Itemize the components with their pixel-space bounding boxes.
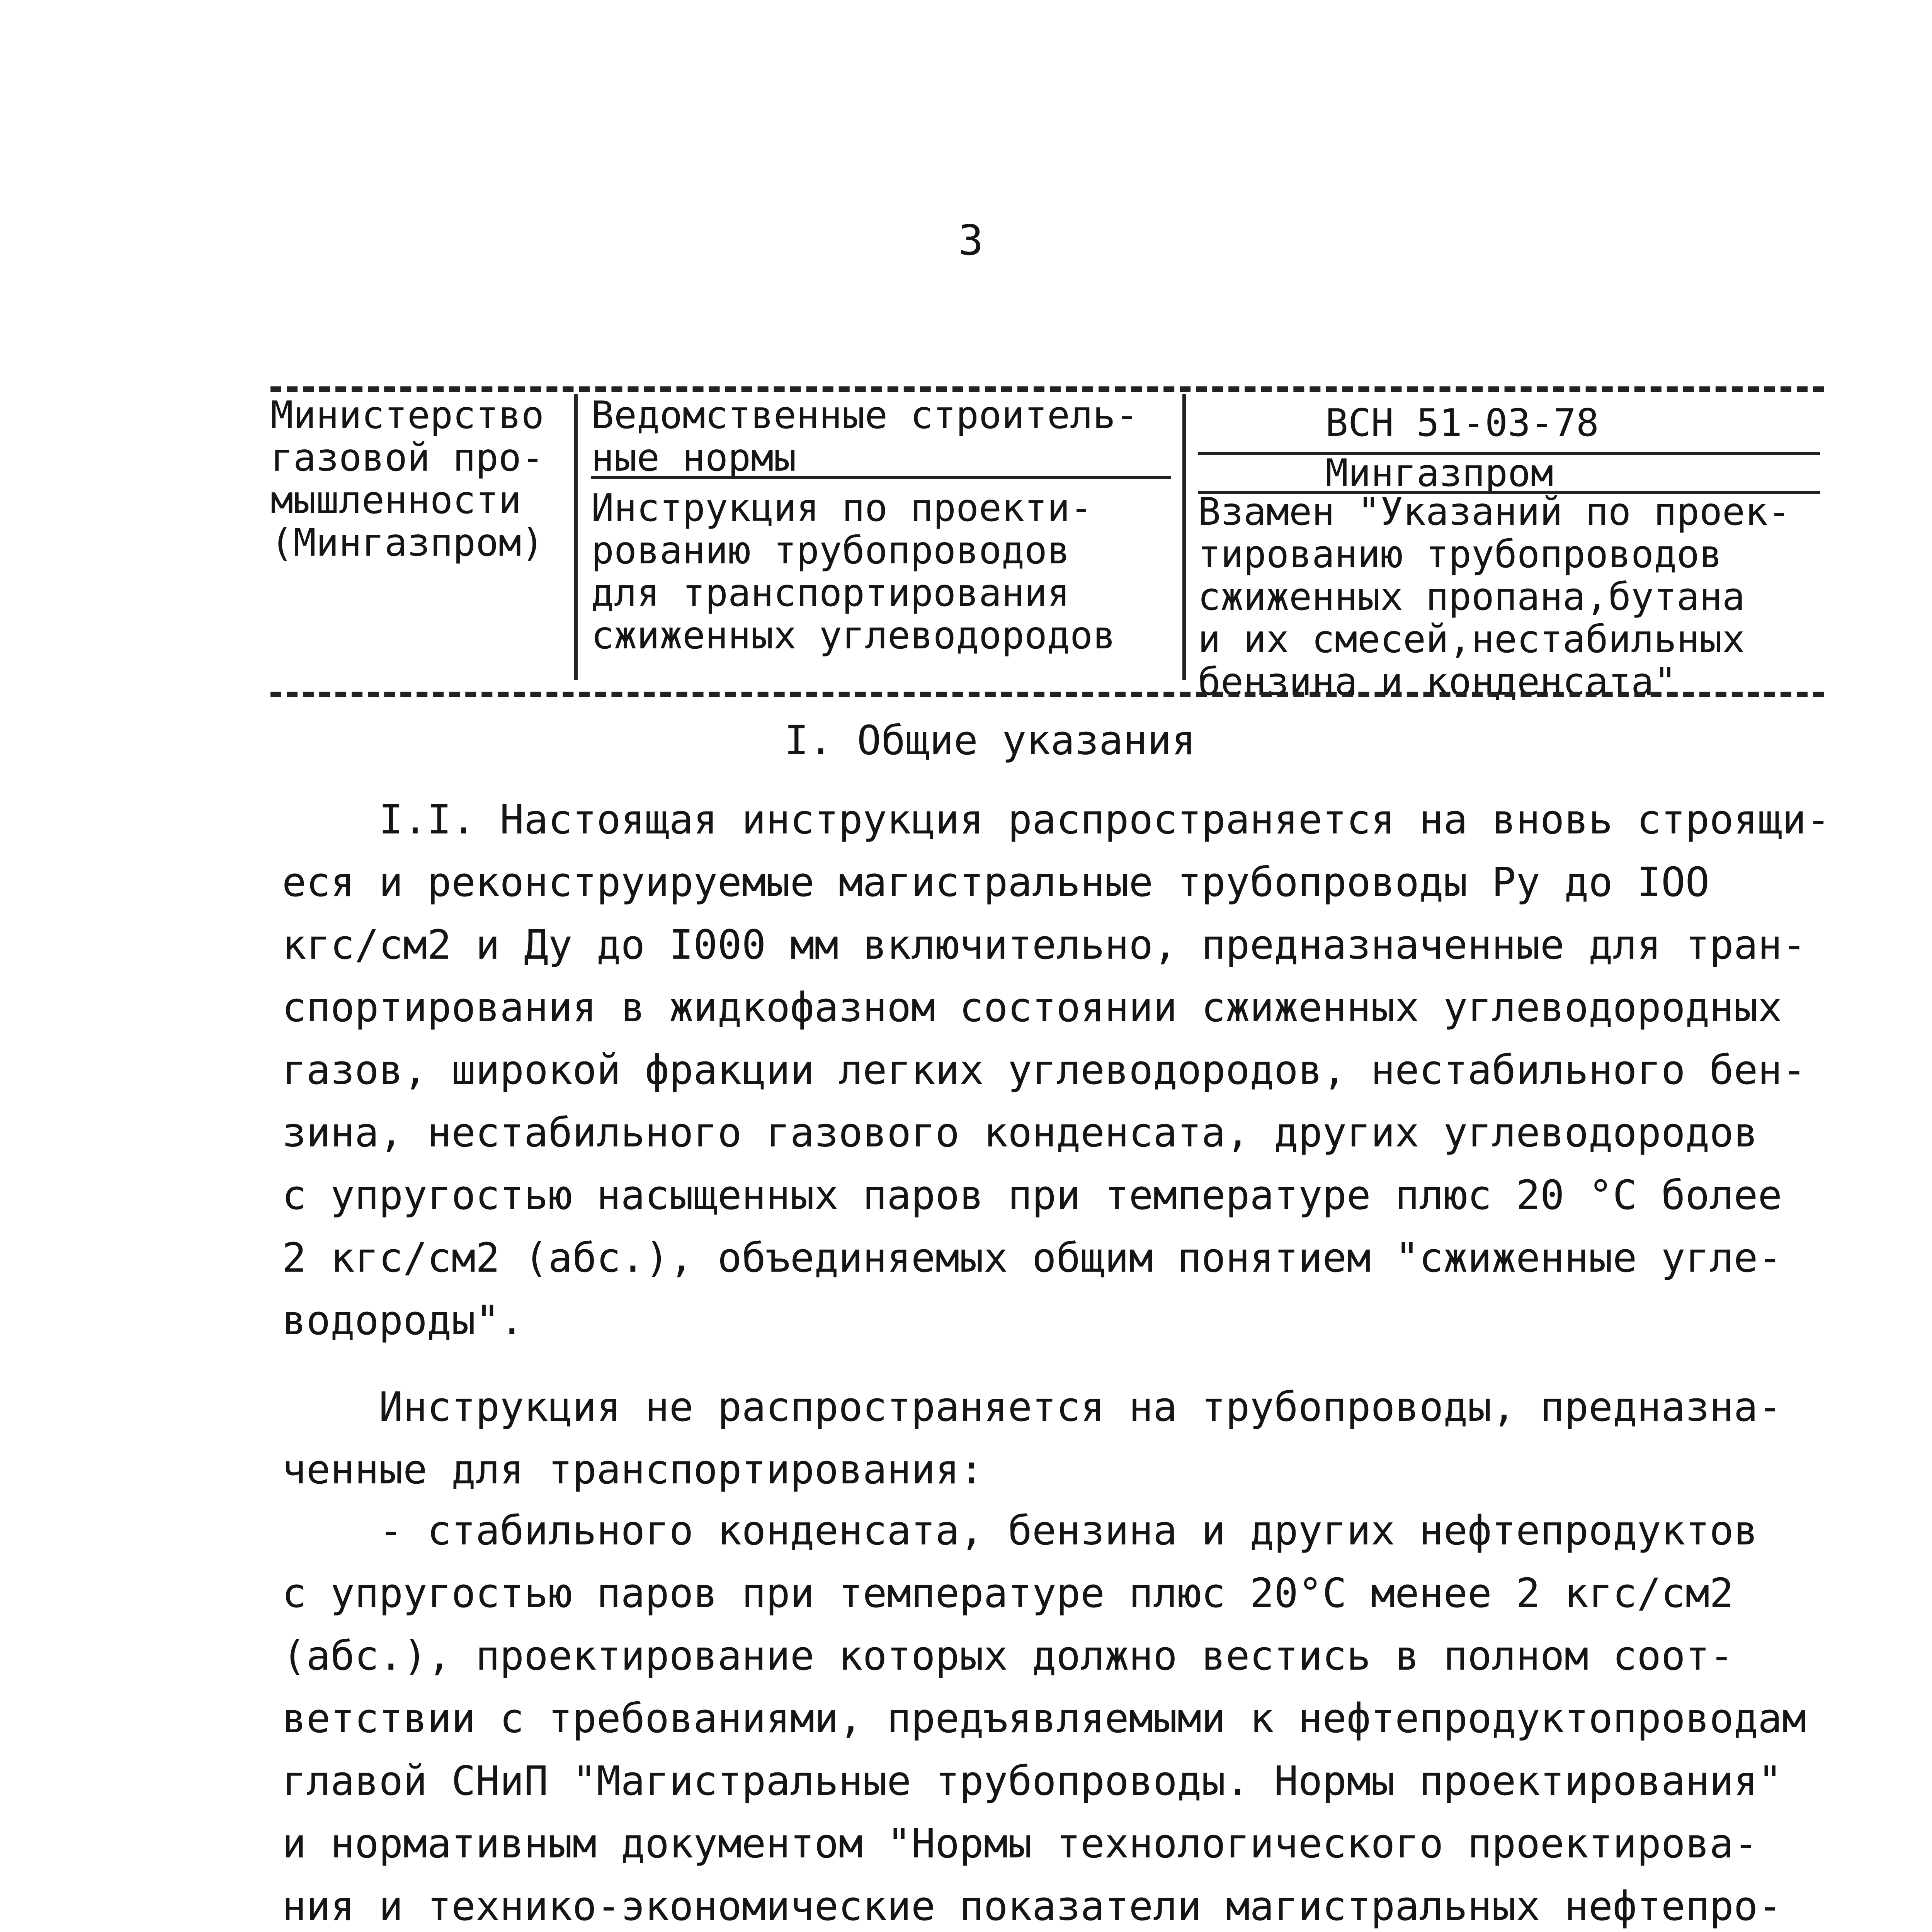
header-norms-type: Ведомственные строитель- ные нормы: [591, 393, 1139, 480]
body-text-item-1: [282, 1499, 1812, 1932]
header-ministry: Министерство газовой про- мышленности (Мингазпром): [270, 393, 544, 565]
header-separator-2: [1182, 394, 1186, 680]
paragraph-exclusions-intro: Инструкция не распространяется на трубопроводы, предназна- ченные для транспортирования:: [282, 1383, 1782, 1493]
paragraph-1-1: I.I. Настоящая инструкция распространяется на вновь строящи- еся и реконструируемые магистральные трубопроводы Ру до IOO кгс/см2 и Ду до I000 мм включительно, предназначенные для тран- спортирования в жидкофазном состоянии сжиженных углеводородных газов, широкой фракции легких углеводородов, нестабильного бен- зина, нестабильного газового конденсата, других углеводородов с упругостью насыщенных паров при температуре плюс 20 °С более 2 кгс/см2 (абс.), объединяемых общим понятием "сжиженные угле- водороды".: [282, 796, 1831, 1344]
header-document-code: ВСН 51-03-78: [1325, 401, 1599, 445]
body-text: [282, 788, 1831, 1352]
paragraph-exclusion-stable-condensate: - стабильного конденсата, бензина и других нефтепродуктов с упругостью паров при температуре плюс 20°С менее 2 кгс/см2 (абс.), проектирование которых должно вестись в полном соот- ветствии с требованиями, предъявляемыми к нефтепродуктопроводам главой СНиП "Магистральные трубопроводы. Нормы проектирования" и нормативным документом "Нормы технологического проектирова- ния и технико-экономические показатели магистральных нефтепро-: [282, 1507, 1806, 1930]
header-instruction-title: Инструкция по проекти- рованию трубопроводов для транспортирования сжиженных углеводородов: [591, 486, 1116, 658]
section-title: I. Общие указания: [784, 717, 1196, 764]
header-code-organization: Мингазпром: [1325, 451, 1554, 495]
body-text-exclusions: [282, 1376, 1812, 1501]
page-number: 3: [958, 216, 984, 265]
header-table: [270, 386, 1824, 704]
header-bottom-rule: [270, 692, 1824, 697]
header-replaces: Взамен "Указаний по проек- тированию трубопроводов сжиженных пропана,бутана и их смесей,нестабильных бензина и конденсата": [1198, 490, 1791, 704]
header-norms-underline: [591, 476, 1171, 479]
header-separator-1: [574, 394, 578, 680]
